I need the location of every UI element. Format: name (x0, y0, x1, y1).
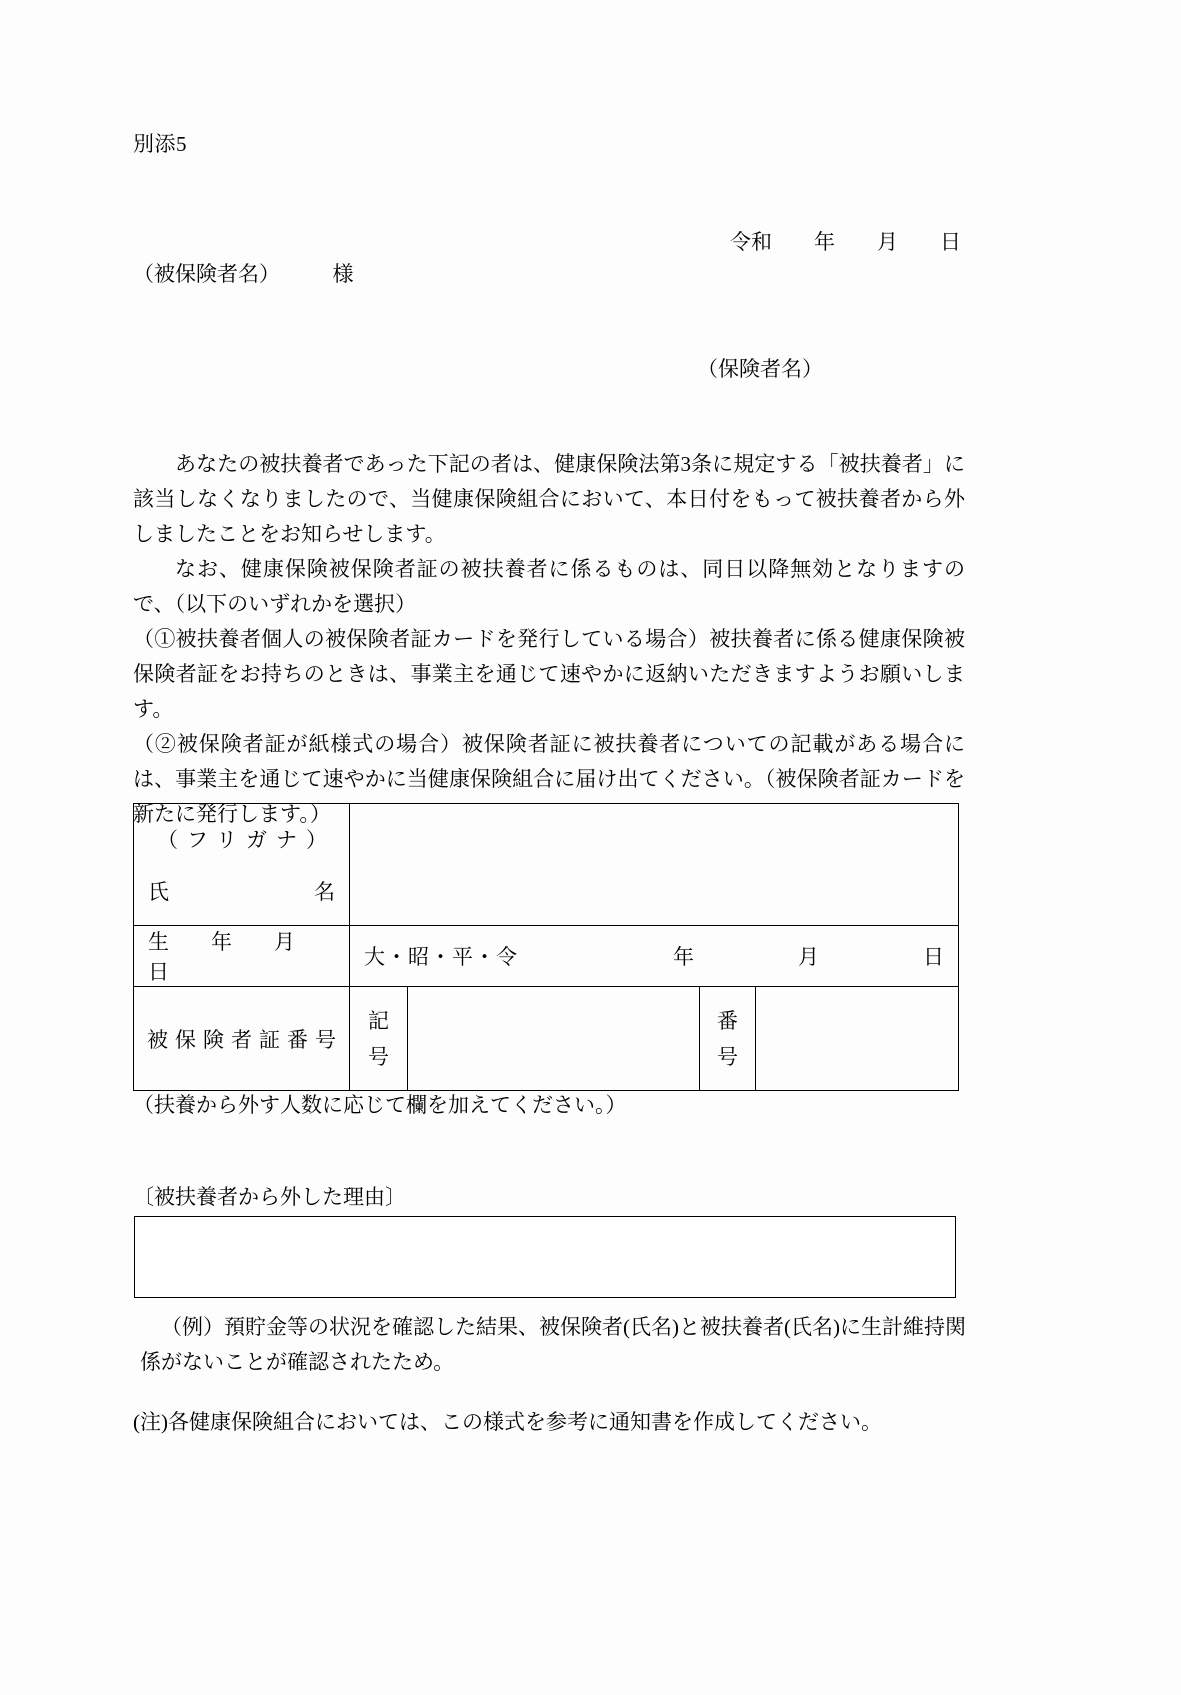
table-row-birthdate (134, 926, 959, 987)
birthdate-label-cell (134, 926, 350, 987)
number-label-cell (700, 987, 756, 1091)
symbol-label (350, 1003, 407, 1075)
symbol-label-char-1: 記 (368, 1008, 389, 1033)
table-row-insured-number (134, 987, 959, 1091)
name-label-char-left: 氏 (148, 879, 169, 904)
body-paragraph-3: （①被扶養者個人の被保険者証カードを発行している場合）被扶養者に係る健康保険被保険者証をお持ちのときは、事業主を通じて速やかに返納いただきますようお願いします。 (133, 627, 965, 721)
furigana-label: （フリガナ） (157, 827, 336, 852)
era-options[interactable]: 大・昭・平・令 (364, 945, 518, 969)
body-paragraph-1: あなたの被扶養者であった下記の者は、健康保険法第3条に規定する「被扶養者」に該当しなくなりましたので、当健康保険組合において、本日付をもって被扶養者から外しましたことをお知らせします。 (133, 452, 965, 546)
name-label (148, 876, 335, 906)
number-label-char-1: 番 (717, 1008, 738, 1033)
reason-input-box[interactable] (134, 1216, 956, 1298)
symbol-value-cell[interactable] (408, 987, 700, 1091)
dependent-info-table (133, 803, 959, 1091)
table-note: （扶養から外す人数に応じて欄を加えてください。） (133, 1093, 627, 1117)
birthdate-value-cell[interactable] (350, 926, 959, 987)
name-label-char-right: 名 (314, 879, 335, 904)
insured-number-label-cell (134, 987, 350, 1091)
body-paragraph-2: なお、健康保険被保険者証の被扶養者に係るものは、同日以降無効となりますので、（以下のいずれかを選択） (133, 557, 965, 616)
footer-note: (注)各健康保険組合においては、この様式を参考に通知書を作成してください。 (133, 1410, 882, 1434)
body-text (133, 447, 965, 832)
number-label-char-2: 号 (717, 1044, 738, 1069)
birth-day-unit: 日 (923, 945, 944, 969)
body-paragraph-4: （②被保険者証が紙様式の場合）被保険者証に被扶養者についての記載がある場合には、事業主を通じて速やかに当健康保険組合に届け出てください。（被保険者証カードを新たに発行します。） (133, 732, 965, 826)
birth-year-unit: 年 (673, 945, 694, 969)
attachment-label: 別添5 (133, 132, 187, 156)
symbol-label-cell (350, 987, 408, 1091)
insurer-name-line: （保険者名） (697, 357, 823, 381)
number-value-cell[interactable] (756, 987, 959, 1091)
name-value-cell[interactable] (350, 804, 959, 926)
insured-number-label: 被保険者証番号 (147, 1027, 343, 1052)
addressee-line: （被保険者名） 様 (133, 262, 354, 286)
reason-heading: 〔被扶養者から外した理由〕 (133, 1185, 406, 1209)
date-line: 令和 年 月 日 (730, 230, 961, 254)
reason-example-text: （例）預貯金等の状況を確認した結果、被保険者(氏名)と被扶養者(氏名)に生計維持関係がないことが確認されたため。 (140, 1315, 966, 1374)
birth-month-unit: 月 (798, 945, 819, 969)
symbol-label-char-2: 号 (368, 1044, 389, 1069)
birthdate-label (134, 926, 349, 986)
table-row-name (134, 804, 959, 926)
birthdate-label-text: 生 年 月 日 (148, 930, 337, 984)
name-label-cell (134, 804, 350, 926)
number-label (700, 1003, 755, 1075)
